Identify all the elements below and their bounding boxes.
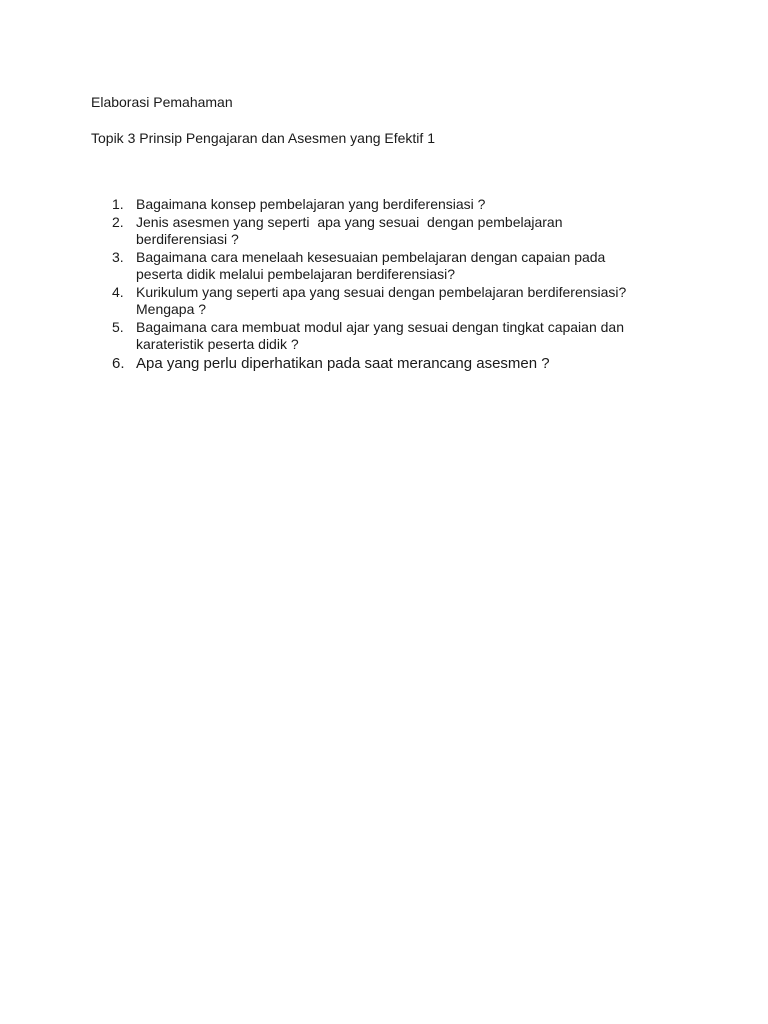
list-item-number: 3.: [112, 248, 124, 265]
list-item: [112, 319, 672, 354]
document-subtitle: Topik 3 Prinsip Pengajaran dan Asesmen yang Efektif 1: [91, 130, 435, 146]
list-item-number: 5.: [112, 318, 124, 335]
list-item-number: 1.: [112, 196, 124, 212]
question-list: [112, 196, 672, 373]
list-item: [112, 249, 672, 284]
list-item-number: 6.: [112, 354, 125, 372]
list-item: [112, 214, 672, 249]
list-item-text: Bagaimana konsep pembelajaran yang berdiferensiasi ?: [136, 196, 486, 212]
list-item-text: Jenis asesmen yang seperti apa yang sesuai dengan pembelajaran berdiferensiasi ?: [136, 213, 563, 247]
list-item-number: 4.: [112, 283, 124, 300]
list-item: [112, 196, 672, 214]
list-item-text: Apa yang perlu diperhatikan pada saat merancang asesmen ?: [136, 354, 550, 372]
list-item: [112, 354, 672, 373]
list-item-number: 2.: [112, 213, 124, 230]
list-item-text: Bagaimana cara membuat modul ajar yang sesuai dengan tingkat capaian dan karateristik peserta didik ?: [136, 318, 624, 352]
document-title: Elaborasi Pemahaman: [91, 94, 233, 110]
list-item-text: Kurikulum yang seperti apa yang sesuai dengan pembelajaran berdiferensiasi? Mengapa ?: [136, 283, 627, 317]
list-item: [112, 284, 672, 319]
list-item-text: Bagaimana cara menelaah kesesuaian pembelajaran dengan capaian pada peserta didik melalui pembelajaran berdiferensiasi?: [136, 248, 606, 282]
